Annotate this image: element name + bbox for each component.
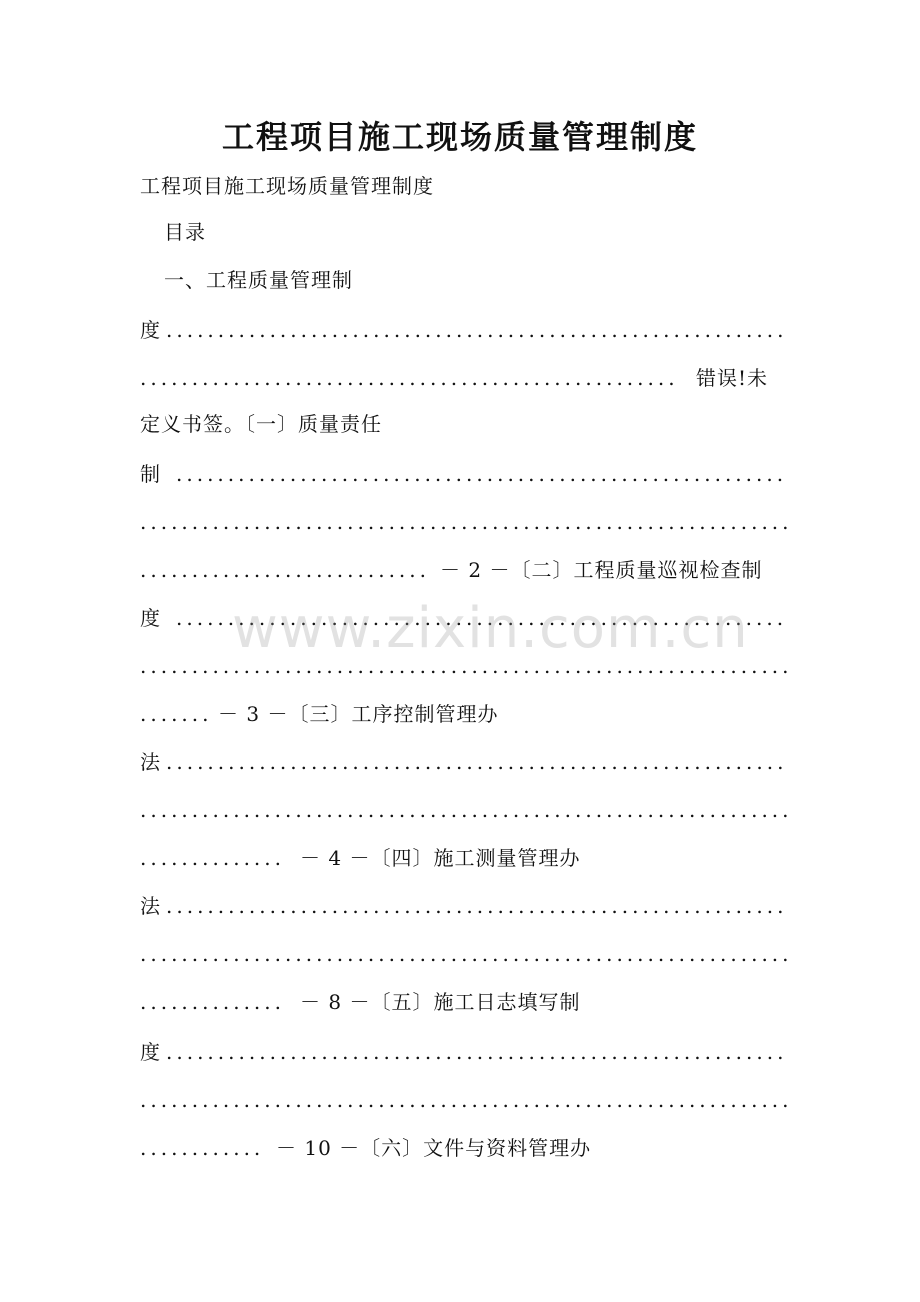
toc-leader-dots: [140, 364, 676, 392]
toc-entry-continuation: 定义书签。〔一〕质量责任: [140, 412, 382, 436]
toc-entry-tail: － 8 －〔五〕施工日志填写制: [300, 990, 581, 1014]
toc-entry-tail: － 3 －〔三〕工序控制管理办: [218, 702, 499, 726]
toc-entry-lead: 法: [140, 750, 161, 774]
document-title: 工程项目施工现场质量管理制度: [221, 118, 698, 156]
toc-leader-dots: [166, 316, 788, 344]
toc-entry-tail: － 4 －〔四〕施工测量管理办: [300, 846, 581, 870]
toc-entry-tail: － 2 －〔二〕工程质量巡视检查制: [440, 558, 763, 582]
toc-leader-dots: [140, 1134, 264, 1162]
toc-leader-dots: [166, 748, 788, 776]
toc-entry-lead: 度: [140, 606, 161, 630]
toc-leader-dots: [176, 460, 788, 488]
toc-leader-dots: [140, 988, 286, 1016]
toc-leader-dots: [140, 940, 788, 968]
toc-leader-dots: [140, 508, 788, 536]
toc-leader-dots: [140, 844, 286, 872]
toc-leader-dots: [140, 1086, 788, 1114]
section-heading: 一、工程质量管理制: [164, 268, 353, 292]
toc-heading: 目录: [164, 220, 206, 244]
toc-entry-lead: 法: [140, 894, 161, 918]
document-subtitle: 工程项目施工现场质量管理制度: [140, 174, 434, 198]
toc-leader-dots: [140, 556, 428, 584]
toc-leader-dots: [166, 1038, 788, 1066]
toc-entry-lead: 度: [140, 318, 161, 342]
toc-entry-tail: 错误!未: [696, 366, 769, 390]
toc-entry-lead: 度: [140, 1040, 161, 1064]
toc-entry-tail: － 10 －〔六〕文件与资料管理办: [276, 1136, 592, 1160]
toc-leader-dots: [140, 796, 788, 824]
watermark: www.zixin.com.cn: [232, 596, 749, 661]
toc-leader-dots: [140, 700, 210, 728]
toc-entry-lead: 制: [140, 462, 161, 486]
toc-leader-dots: [166, 892, 788, 920]
